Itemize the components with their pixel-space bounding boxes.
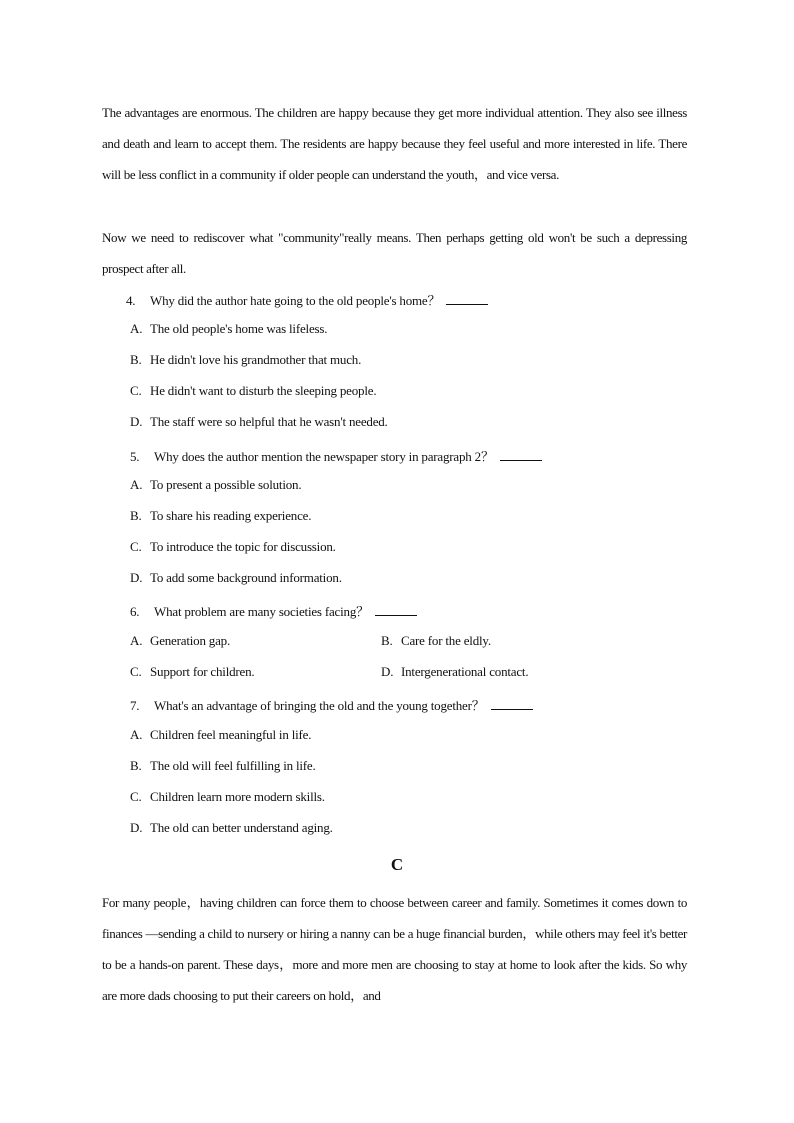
option-text: Care for the eldly.: [401, 633, 491, 648]
question-5: [130, 446, 542, 465]
answer-blank[interactable]: [446, 293, 488, 305]
option-5b: [130, 508, 311, 524]
section-heading: C: [390, 855, 404, 874]
option-4c: [130, 383, 376, 399]
option-7c: [130, 789, 325, 805]
option-text: The old will feel fulfilling in life.: [150, 758, 316, 773]
passage-paragraph: Now we need to rediscover what "community"really means. Then perhaps getting old won't be such a depressing prospect after all.: [102, 230, 687, 276]
option-label: A.: [130, 477, 143, 492]
option-text: Children feel meaningful in life.: [150, 727, 312, 742]
option-6b: [381, 633, 491, 649]
option-text: To add some background information.: [150, 570, 342, 585]
option-5d: [130, 570, 342, 586]
question-text: What's an advantage of bringing the old and the young together？: [154, 698, 485, 713]
option-text: Support for children.: [150, 664, 255, 679]
question-number: 7.: [130, 698, 140, 713]
option-label: D.: [130, 820, 143, 835]
question-text: What problem are many societies facing？: [154, 604, 369, 619]
option-4b: [130, 352, 361, 368]
option-text: He didn't want to disturb the sleeping people.: [150, 383, 377, 398]
option-5c: [130, 539, 336, 555]
answer-blank[interactable]: [500, 449, 542, 461]
question-7: [130, 695, 533, 714]
question-text: Why did the author hate going to the old people's home？: [150, 293, 441, 308]
option-5a: [130, 477, 301, 493]
option-text: To present a possible solution.: [150, 477, 302, 492]
option-text: To share his reading experience.: [150, 508, 312, 523]
option-label: C.: [130, 539, 142, 554]
option-6a: [130, 633, 230, 649]
option-7d: [130, 820, 333, 836]
option-label: C.: [130, 664, 142, 679]
option-label: D.: [130, 570, 143, 585]
passage-paragraph: For many people，having children can force them to choose between career and family. Sometimes it comes down to finances —sending a child to nursery or hiring a nanny can be a huge financial burden，while others may feel it's better to be a hands-on parent. These days，more and more men are choosing to stay at home to look after the kids. So why are more dads choosing to put their careers on hold，and: [102, 895, 687, 1003]
option-label: D.: [130, 414, 143, 429]
option-4d: [130, 414, 388, 430]
option-label: B.: [130, 352, 142, 367]
passage-paragraph: The advantages are enormous. The children are happy because they get more individual attention. They also see illness and death and learn to accept them. The residents are happy because they feel useful and more interested in life. There will be less conflict in a community if older people can understand the youth，and vice versa.: [102, 105, 687, 182]
question-number: 4.: [126, 293, 136, 308]
option-label: D.: [381, 664, 394, 679]
answer-blank[interactable]: [491, 698, 533, 710]
question-4: [126, 290, 488, 309]
option-6c: [130, 664, 254, 680]
question-6: [130, 601, 417, 620]
option-text: To introduce the topic for discussion.: [150, 539, 336, 554]
question-number: 6.: [130, 604, 140, 619]
option-text: Children learn more modern skills.: [150, 789, 325, 804]
option-text: He didn't love his grandmother that much.: [150, 352, 362, 367]
option-label: A.: [130, 633, 143, 648]
option-7a: [130, 727, 311, 743]
option-text: The old people's home was lifeless.: [150, 321, 328, 336]
option-label: B.: [130, 508, 142, 523]
option-7b: [130, 758, 316, 774]
option-label: B.: [130, 758, 142, 773]
option-label: C.: [130, 383, 142, 398]
answer-blank[interactable]: [375, 604, 417, 616]
option-text: The staff were so helpful that he wasn't needed.: [150, 414, 388, 429]
option-label: A.: [130, 321, 143, 336]
option-text: Generation gap.: [150, 633, 231, 648]
option-text: Intergenerational contact.: [401, 664, 529, 679]
option-text: The old can better understand aging.: [150, 820, 333, 835]
question-text: Why does the author mention the newspaper story in paragraph 2？: [154, 449, 494, 464]
option-label: C.: [130, 789, 142, 804]
option-4a: [130, 321, 327, 337]
option-label: A.: [130, 727, 143, 742]
question-number: 5.: [130, 449, 140, 464]
option-6d: [381, 664, 528, 680]
option-label: B.: [381, 633, 393, 648]
